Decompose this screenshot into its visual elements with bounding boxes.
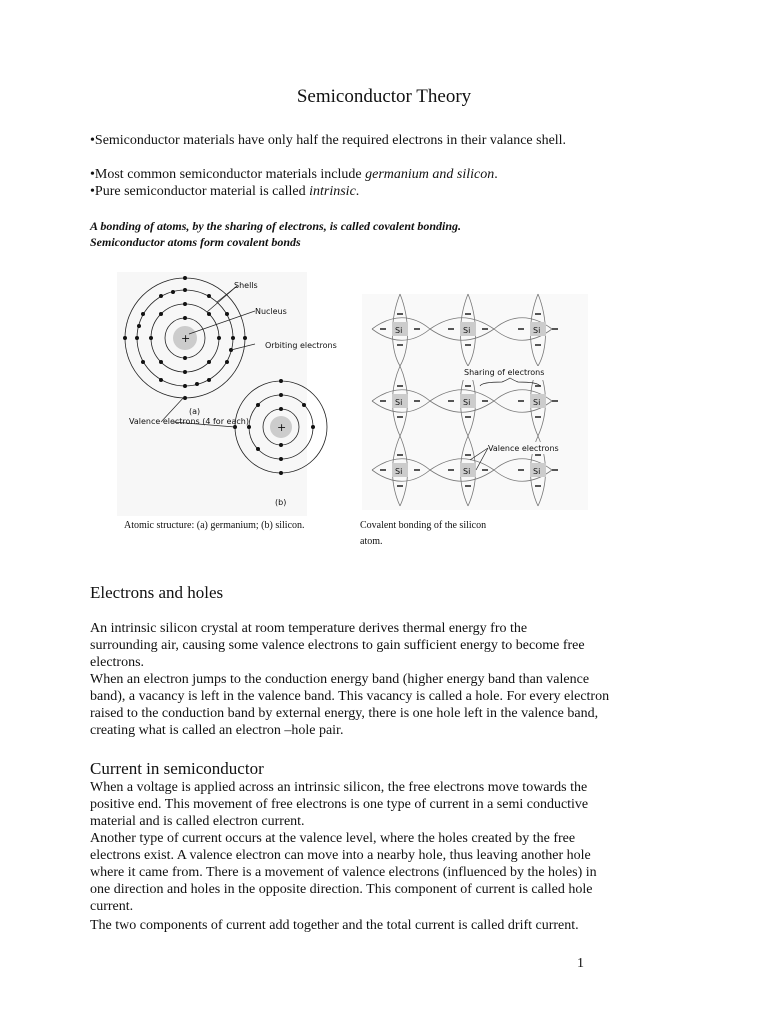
paragraph-hole-current: Another type of current occurs at the valence level, where the holes created by the free electrons exist. A valence electron can move into a nearby hole, thus leaving another hole where it came from. There is a movement of valence electrons (influenced by the holes) in one direction and holes in the opposite direction. This component of current is called hole current. bbox=[90, 831, 597, 914]
page-title: Semiconductor Theory bbox=[296, 86, 472, 107]
covalent-bonding-caption: Covalent bonding of the silicon atom. bbox=[360, 520, 487, 547]
label-valence-electrons-right: Valence electrons bbox=[488, 444, 559, 453]
paragraph-drift-current: The two components of current add together and the total current is called drift current. bbox=[90, 918, 579, 933]
atomic-structure-caption: Atomic structure: (a) germanium; (b) silicon. bbox=[124, 520, 305, 531]
bullet-intrinsic: •Pure semiconductor material is called intrinsic. bbox=[90, 184, 360, 199]
covalent-note: A bonding of atoms, by the sharing of electrons, is called covalent bonding. Semiconductor atoms form covalent bonds bbox=[90, 219, 462, 249]
svg-text:+: + bbox=[181, 332, 191, 345]
heading-electrons-and-holes: Electrons and holes bbox=[90, 583, 224, 602]
label-a: (a) bbox=[189, 407, 201, 416]
svg-text:Si: Si bbox=[463, 467, 471, 476]
heading-current-in-semiconductor: Current in semiconductor bbox=[90, 759, 264, 778]
svg-text:+: + bbox=[277, 421, 287, 434]
svg-text:Si: Si bbox=[533, 467, 541, 476]
paragraph-intrinsic-crystal: An intrinsic silicon crystal at room temperature derives thermal energy fro the surrounding air, causing some valence electrons to gain sufficient energy to become free electrons. bbox=[90, 621, 585, 670]
atomic-structure-figure bbox=[117, 272, 337, 516]
svg-text:Si: Si bbox=[463, 398, 471, 407]
bullet-valence: •Semiconductor materials have only half the required electrons in their valance shell. bbox=[90, 133, 567, 148]
svg-text:Si: Si bbox=[395, 326, 403, 335]
bullet-materials: •Most common semiconductor materials include germanium and silicon. bbox=[90, 167, 498, 182]
label-b: (b) bbox=[275, 498, 287, 507]
label-sharing-of-electrons: Sharing of electrons bbox=[464, 368, 545, 377]
label-nucleus: Nucleus bbox=[255, 307, 287, 316]
page-number: 1 bbox=[577, 956, 584, 971]
paragraph-electron-current: When a voltage is applied across an intrinsic silicon, the free electrons move towards the positive end. This movement of free electrons is one type of current in a semi conductive material and is called electron current. bbox=[90, 780, 589, 829]
label-orbiting-electrons: Orbiting electrons bbox=[265, 341, 337, 350]
svg-text:Si: Si bbox=[395, 398, 403, 407]
paragraph-hole: When an electron jumps to the conduction energy band (higher energy band than valence band), a vacancy is left in the valence band. This vacancy is called a hole. For every electron raised to the conduction band by external energy, there is one hole left in the valence band, creating what is called an electron –hole pair. bbox=[90, 672, 610, 738]
svg-text:Si: Si bbox=[533, 326, 541, 335]
svg-text:Si: Si bbox=[463, 326, 471, 335]
covalent-bonding-figure bbox=[362, 294, 588, 510]
label-valence-electrons: Valence electrons (4 for each) bbox=[129, 417, 249, 426]
label-shells: Shells bbox=[234, 281, 258, 290]
svg-text:Si: Si bbox=[395, 467, 403, 476]
svg-text:Si: Si bbox=[533, 398, 541, 407]
